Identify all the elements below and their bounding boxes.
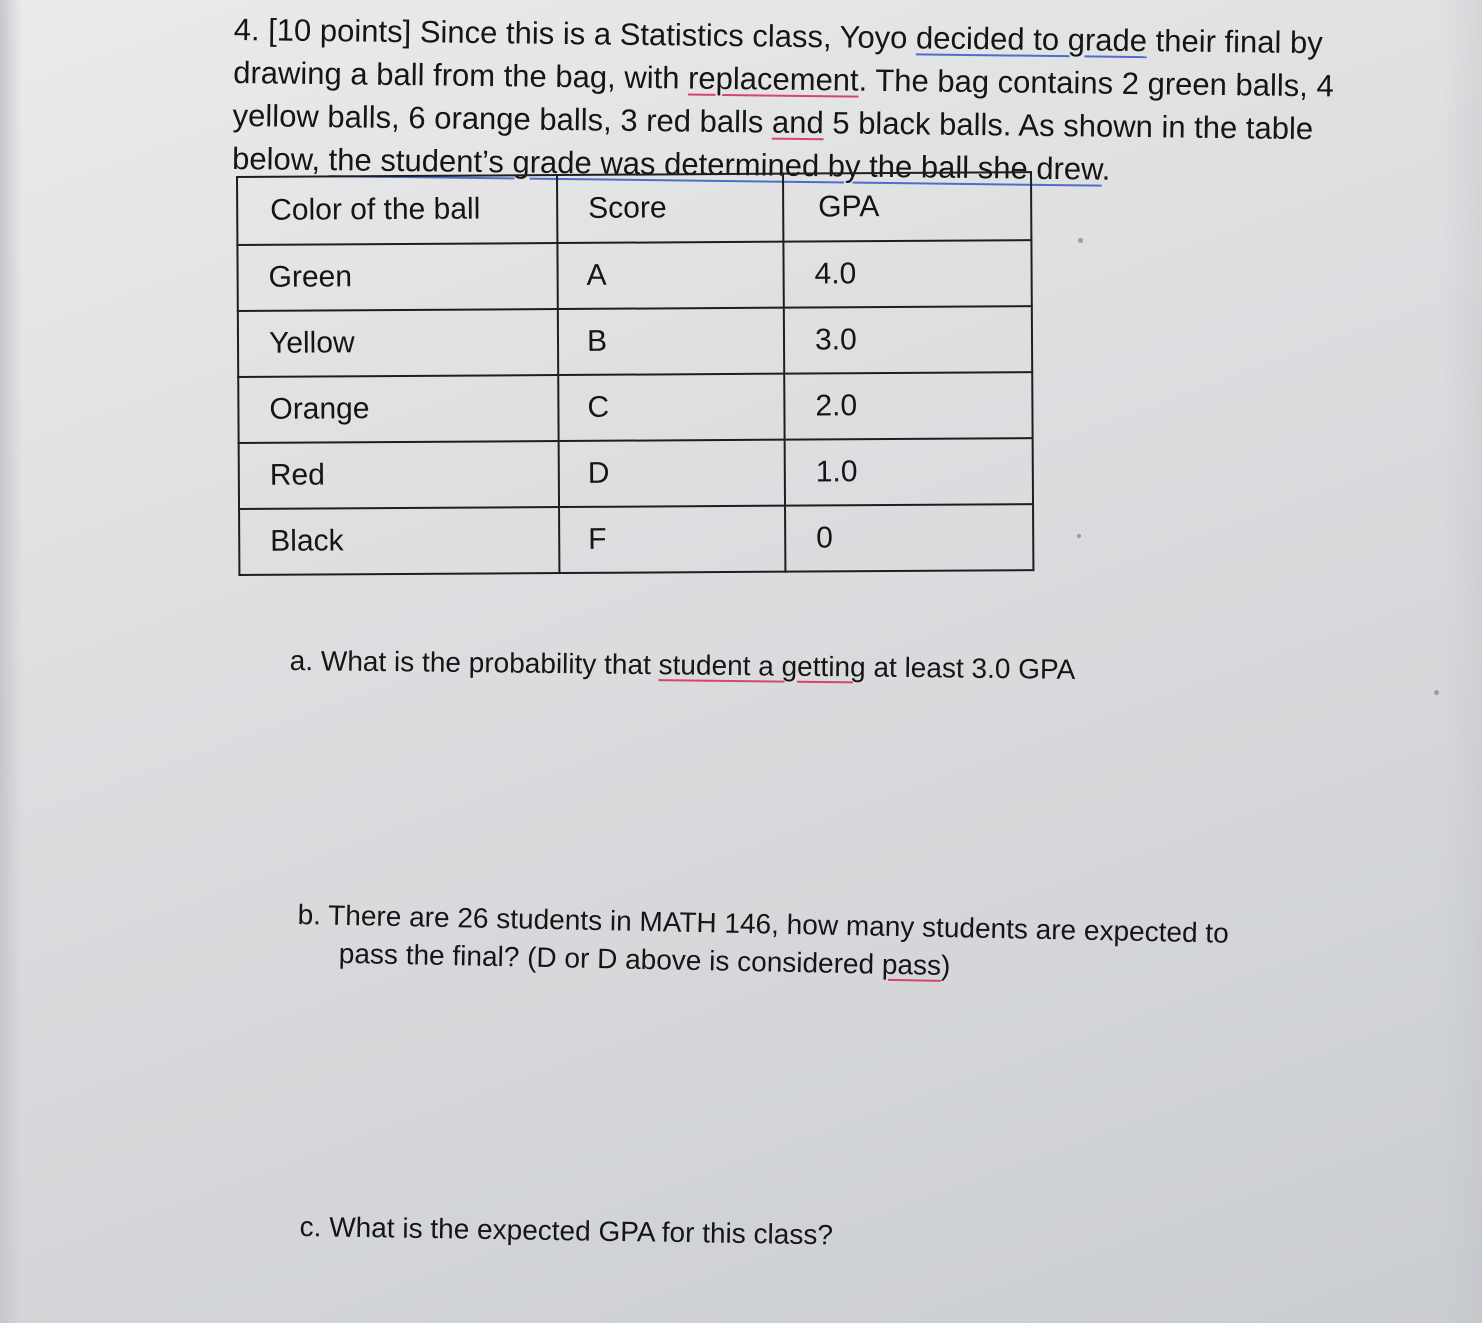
table-row (238, 306, 1032, 377)
cell-score: B (558, 308, 784, 375)
cell-score: A (557, 242, 783, 309)
question-a: a. What is the probability that student a getting at least 3.0 GPA (289, 644, 1076, 685)
page-left-shadow (0, 0, 22, 1323)
cell-color: Red (239, 441, 559, 509)
cell-color: Orange (238, 375, 558, 443)
underlined-phrase: and (771, 104, 824, 141)
problem-line-3: yellow balls, 6 orange balls, 3 red balls and 5 black balls. As shown in the table (232, 97, 1314, 147)
cell-color: Green (237, 243, 557, 311)
paper-speck (1434, 690, 1439, 695)
underlined-phrase: student a getting (658, 649, 866, 683)
cell-score: D (559, 440, 785, 507)
table-row (237, 240, 1031, 311)
table-header-row (237, 172, 1031, 245)
problem-line-4: below, the student’s grade was determined by the ball she drew. (231, 140, 1111, 187)
problem-line-2: drawing a ball from the bag, with replacement. The bag contains 2 green balls, 4 (232, 54, 1334, 104)
table-row (238, 372, 1032, 443)
cell-gpa: 0 (785, 504, 1033, 572)
question-b (296, 896, 1229, 991)
header-color: Color of the ball (237, 175, 557, 245)
underlined-phrase: replacement (687, 60, 859, 98)
cell-gpa: 4.0 (783, 240, 1031, 308)
cell-gpa: 2.0 (784, 372, 1032, 440)
question-c: c. What is the expected GPA for this class? (299, 1210, 834, 1251)
underlined-phrase: pass (881, 948, 942, 981)
grade-table (236, 171, 1034, 576)
table-row (239, 504, 1033, 575)
cell-gpa: 3.0 (784, 306, 1032, 374)
underlined-phrase: the student’s grade was determined by the ball she drew (328, 142, 1103, 187)
paper-speck (1078, 238, 1083, 243)
header-gpa: GPA (783, 172, 1031, 242)
cell-color: Black (239, 507, 559, 575)
cell-color: Yellow (238, 309, 558, 377)
problem-line-1: 4. [10 points] Since this is a Statistics class, Yoyo decided to grade their final by (233, 11, 1323, 61)
cell-score: F (559, 506, 785, 573)
table-row (239, 438, 1033, 509)
question-b-line-1: b. There are 26 students in MATH 146, how many students are expected to (297, 898, 1230, 949)
header-score: Score (557, 174, 783, 243)
cell-score: C (558, 374, 784, 441)
underlined-phrase: decided to grade (915, 20, 1148, 59)
paper-speck (1077, 534, 1081, 538)
cell-gpa: 1.0 (785, 438, 1033, 506)
page-right-shadow (1442, 0, 1482, 1323)
question-b-line-2: pass the final? (D or D above is considered pass) (338, 937, 951, 982)
problem-statement (232, 8, 1414, 194)
